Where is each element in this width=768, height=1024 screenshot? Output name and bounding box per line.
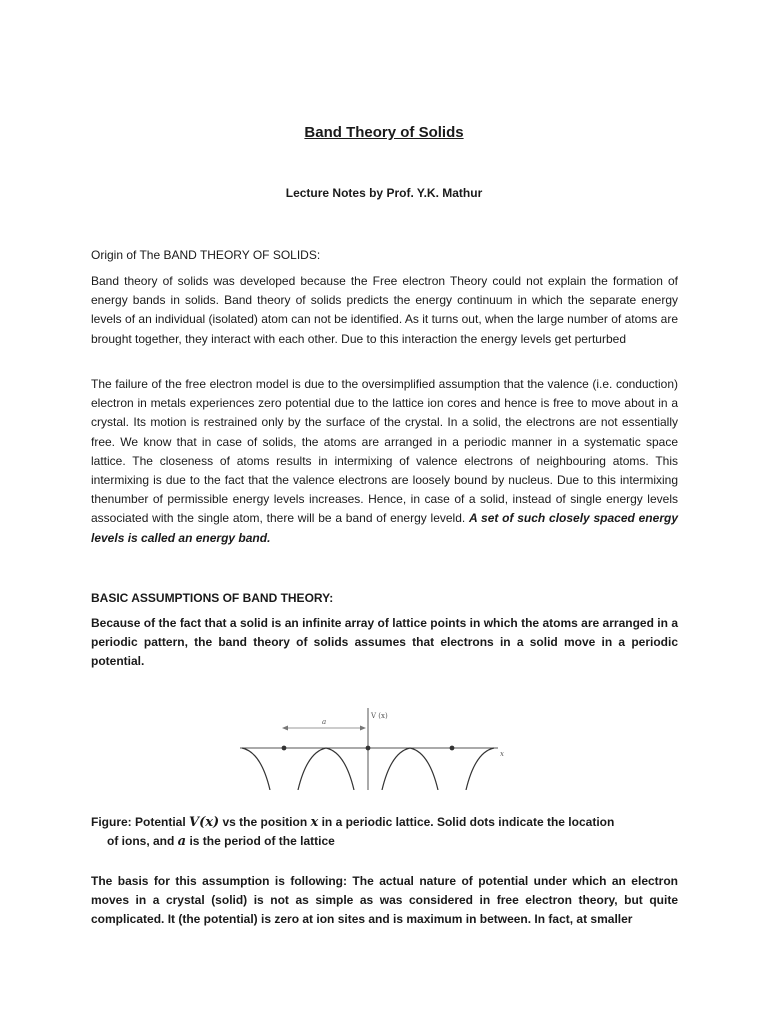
paragraph-basis: The basis for this assumption is following: The actual nature of potential under which an electron moves in a crystal (solid) is not as simple as was considered in free electron theory, but quite complicated. It (the potential) is zero at ion sites and is maximum in between. In fact, at smaller [91,874,678,927]
ion-dot [282,746,287,751]
period-label: a [322,718,327,726]
v-axis-label: V (x) [371,712,388,720]
math-x: x [310,815,319,830]
caption-line-2: of ions, and a is the period of the lattice [107,834,335,849]
caption-line-1: Figure: Potential V(x) vs the position x in a periodic lattice. Solid dots indicate the location [91,815,615,830]
paragraph-origin: Band theory of solids was developed because the Free electron Theory could not explain the formation of energy bands in solids. Band theory of solids predicts the energy continuum in which the separate energy levels of an individual (isolated) atom can not be identified. As it turns out, when the large number of atoms are brought together, they interact with each other. Due to this interaction the energy levels get perturbed [91,274,678,346]
energy-band-definition: A set of such closely spaced energy levels is called an energy band. [91,511,678,545]
math-a: a [177,834,187,849]
paragraph-text: The failure of the free electron model is due to the oversimplified assumption that the valence (i.e. conduction) electron in metals experiences zero potential due to the lattice ion cores and hence is free to move about in a crystal. Its motion is restrained only by the surface of the crystal. In a solid, the electrons are not essentially free. We know that in case of solids, the atoms are arranged in a periodic manner in a systematic space lattice. The closeness of atoms results in intermixing of valence electrons of neighbouring atoms. This intermixing is due to the fact that the valence electrons are loosely bound by nucleus. Due to this intermixing thenumber of permissible energy levels increases. Hence, in case of a solid, instead of single energy levels associated with the single atom, there will be a band of energy leveld. [91,377,678,526]
periodic-potential-figure [236,702,526,790]
figure-caption [91,813,678,851]
x-axis-label: x [500,750,504,758]
paragraph-free-electron-failure [91,375,678,548]
math-v-of-x: V(x) [189,815,220,830]
assumptions-heading: BASIC ASSUMPTIONS OF BAND THEORY: [91,591,334,605]
period-arrow-right [360,726,366,731]
document-title: Band Theory of Solids [304,124,464,141]
ion-dot [450,746,455,751]
paragraph-assumptions: Because of the fact that a solid is an infinite array of lattice points in which the atoms are arranged in a periodic pattern, the band theory of solids assumes that electrons in a solid move in a periodic potential. [91,616,678,669]
ion-dot [366,746,371,751]
author-line: Lecture Notes by Prof. Y.K. Mathur [285,186,483,200]
origin-heading: Origin of The BAND THEORY OF SOLIDS: [91,248,321,262]
period-arrow-left [282,726,288,731]
